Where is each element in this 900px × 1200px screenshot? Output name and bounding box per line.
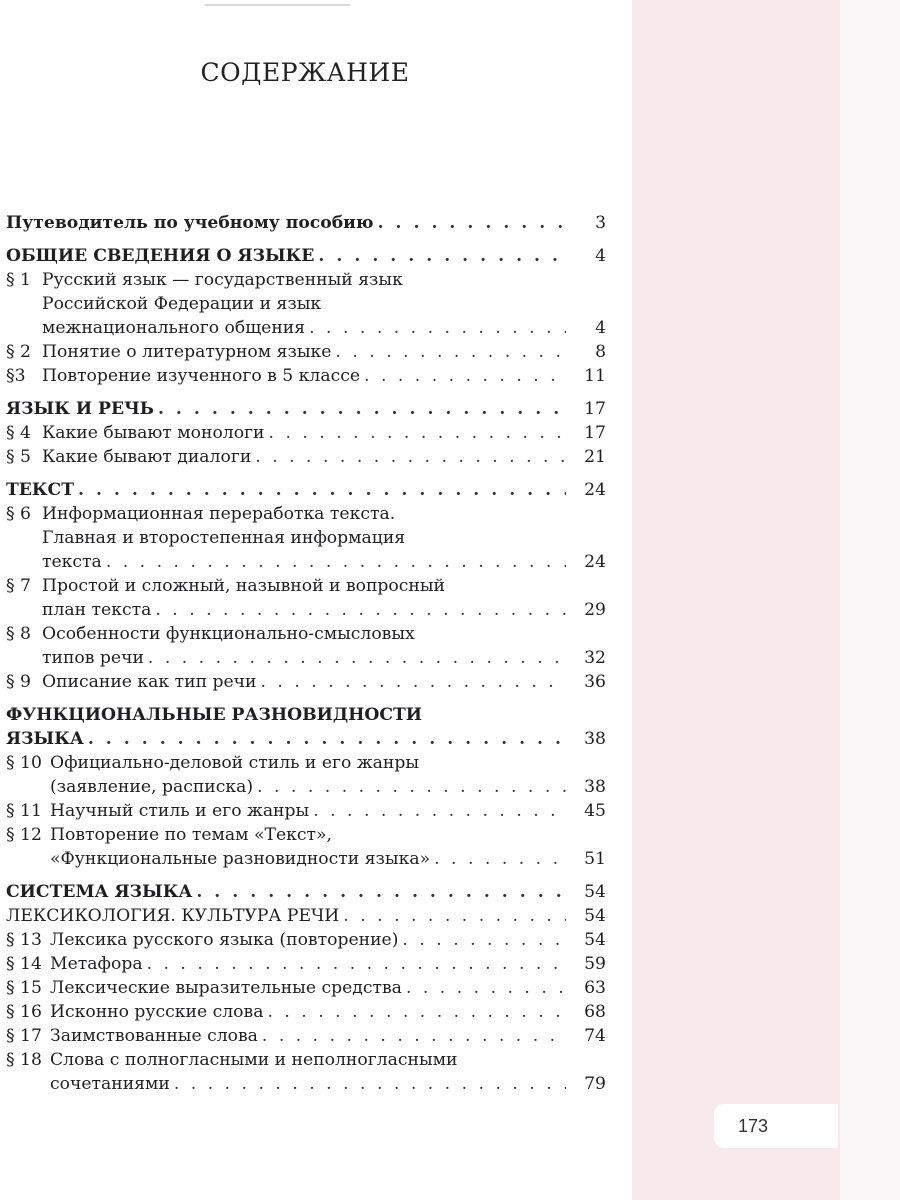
toc-entry-line xyxy=(50,928,572,952)
toc-entry-line xyxy=(6,397,572,421)
toc-entry xyxy=(6,880,606,904)
toc-section-number: § 10 xyxy=(6,753,42,773)
toc-entry xyxy=(6,904,606,928)
toc-page-number: 4 xyxy=(595,246,606,266)
toc-section-number: § 11 xyxy=(6,801,42,821)
toc-entry-text: ТЕКСТ xyxy=(6,480,74,500)
toc-section-number: § 8 xyxy=(6,624,31,644)
dot-leader xyxy=(406,976,566,1000)
toc-page-number: 74 xyxy=(584,1026,606,1046)
toc-entry-text: Какие бывают диалоги xyxy=(42,447,252,467)
toc-entry-text: Информационная переработка текста. xyxy=(42,504,396,524)
dot-leader xyxy=(309,316,566,340)
toc-entry xyxy=(6,703,606,751)
toc-page-number: 24 xyxy=(584,552,606,572)
toc-entry-line xyxy=(6,478,572,502)
toc-entry-text: Путеводитель по учебному пособию xyxy=(6,213,374,233)
dot-leader xyxy=(106,550,566,574)
toc-entry-text: Заимствованные слова xyxy=(50,1026,258,1046)
toc-section-number: § 16 xyxy=(6,1002,42,1022)
dot-leader xyxy=(78,478,566,502)
toc-entry-line xyxy=(50,952,572,976)
toc-entry xyxy=(6,622,606,670)
toc-section-number: § 5 xyxy=(6,447,31,467)
toc-section-number: §3 xyxy=(6,366,26,386)
toc-entry-text: СИСТЕМА ЯЗЫКА xyxy=(6,882,193,902)
toc-entry-text: типов речи xyxy=(42,648,144,668)
toc-page-number: 29 xyxy=(584,600,606,620)
page-margin-band xyxy=(632,0,840,1200)
page-title: СОДЕРЖАНИЕ xyxy=(200,58,410,87)
toc-entry-line xyxy=(42,421,572,445)
toc-entry-text: текста xyxy=(42,552,102,572)
toc-entry xyxy=(6,751,606,799)
toc-entry-text: Исконно русские слова xyxy=(50,1002,264,1022)
toc-entry-text: Понятие о литературном языке xyxy=(42,342,332,362)
toc-entry-text: Лексика русского языка (повторение) xyxy=(50,930,399,950)
toc-page-number: 79 xyxy=(584,1074,606,1094)
dot-leader xyxy=(313,799,566,823)
toc-section-number: § 7 xyxy=(6,576,31,596)
toc-page-number: 59 xyxy=(584,954,606,974)
toc-page-number: 11 xyxy=(584,366,606,386)
toc-entry-line xyxy=(42,445,572,469)
toc-entry xyxy=(6,574,606,622)
dot-leader xyxy=(88,727,566,751)
toc-page-number: 54 xyxy=(584,882,606,902)
toc-entry-line xyxy=(50,1072,572,1096)
toc-entry-text: ФУНКЦИОНАЛЬНЫЕ РАЗНОВИДНОСТИ xyxy=(6,705,423,725)
page-number: 173 xyxy=(738,1116,769,1136)
dot-leader xyxy=(343,904,566,928)
toc-page-number: 8 xyxy=(595,342,606,362)
toc-section-number: § 12 xyxy=(6,825,42,845)
dot-leader xyxy=(174,1072,566,1096)
toc-entry-text: Метафора xyxy=(50,954,143,974)
toc-entry-text: Российской Федерации и язык xyxy=(42,294,322,314)
toc-page-number: 21 xyxy=(584,447,606,467)
toc-page-number: 54 xyxy=(584,930,606,950)
toc-entry-line xyxy=(42,340,572,364)
toc-section-number: § 13 xyxy=(6,930,42,950)
toc-entry-line xyxy=(6,727,572,751)
toc-section-number: § 6 xyxy=(6,504,31,524)
top-rule xyxy=(205,4,350,6)
toc-entry xyxy=(6,211,606,235)
toc-page-number: 45 xyxy=(584,801,606,821)
toc-entry-text: план текста xyxy=(42,600,152,620)
toc-entry-line xyxy=(6,211,572,235)
toc-section-number: § 4 xyxy=(6,423,31,443)
toc-entry-text: Повторение по темам «Текст», xyxy=(50,825,332,845)
toc-section-number: § 9 xyxy=(6,672,31,692)
toc-entry xyxy=(6,976,606,1000)
dot-leader xyxy=(262,1024,566,1048)
toc-page-number: 3 xyxy=(595,213,606,233)
toc-entry-text: (заявление, расписка) xyxy=(50,777,254,797)
toc-entry-line xyxy=(42,670,572,694)
toc-entry-text: ЯЗЫК И РЕЧЬ xyxy=(6,399,154,419)
toc-entry-line xyxy=(42,598,572,622)
toc-entry-text: Особенности функционально-смысловых xyxy=(42,624,415,644)
toc-page-number: 17 xyxy=(584,399,606,419)
dot-leader xyxy=(364,364,566,388)
dot-leader xyxy=(269,421,566,445)
toc-page-number: 32 xyxy=(584,648,606,668)
toc-page-number: 51 xyxy=(584,849,606,869)
toc-entry xyxy=(6,928,606,952)
toc-entry xyxy=(6,952,606,976)
toc-entry xyxy=(6,244,606,268)
toc-page-number: 38 xyxy=(584,729,606,749)
toc-entry-line xyxy=(50,775,572,799)
dot-leader xyxy=(148,646,566,670)
toc-page-number: 4 xyxy=(595,318,606,338)
toc-page-number: 17 xyxy=(584,423,606,443)
toc-entry-line xyxy=(42,316,572,340)
toc-entry xyxy=(6,421,606,445)
toc-entry xyxy=(6,478,606,502)
toc-entry xyxy=(6,502,606,574)
dot-leader xyxy=(147,952,566,976)
toc-entry xyxy=(6,445,606,469)
toc-entry-text: Слова с полногласными и неполногласными xyxy=(50,1050,458,1070)
toc-entry xyxy=(6,1048,606,1096)
toc-entry-text: ЯЗЫКА xyxy=(6,729,84,749)
toc-entry-text: Главная и второстепенная информация xyxy=(42,528,406,548)
toc-section-number: § 2 xyxy=(6,342,31,362)
dot-leader xyxy=(257,775,566,799)
page-right-edge xyxy=(840,0,900,1200)
toc-entry-line xyxy=(42,364,572,388)
toc-entry-text: ЛЕКСИКОЛОГИЯ. КУЛЬТУРА РЕЧИ xyxy=(6,906,340,926)
toc-section-number: § 14 xyxy=(6,954,42,974)
toc-entry-line xyxy=(50,976,572,1000)
toc-entry-text: Повторение изученного в 5 классе xyxy=(42,366,361,386)
dot-leader xyxy=(335,340,566,364)
toc-entry xyxy=(6,1024,606,1048)
toc-entry-line xyxy=(50,1024,572,1048)
table-of-contents xyxy=(6,211,606,1096)
toc-page-number: 24 xyxy=(584,480,606,500)
toc-page-number: 36 xyxy=(584,672,606,692)
toc-entry-text: Лексические выразительные средства xyxy=(50,978,402,998)
toc-entry-text: ОБЩИЕ СВЕДЕНИЯ О ЯЗЫКЕ xyxy=(6,246,315,266)
toc-entry xyxy=(6,1000,606,1024)
dot-leader xyxy=(196,880,566,904)
toc-page-number: 63 xyxy=(584,978,606,998)
toc-entry xyxy=(6,364,606,388)
toc-entry-text: «Функциональные разновидности языка» xyxy=(50,849,431,869)
toc-page-number: 54 xyxy=(584,906,606,926)
dot-leader xyxy=(318,244,566,268)
toc-entry-line xyxy=(42,646,572,670)
dot-leader xyxy=(267,1000,566,1024)
dot-leader xyxy=(158,397,566,421)
dot-leader xyxy=(261,670,567,694)
toc-entry-text: Научный стиль и его жанры xyxy=(50,801,310,821)
toc-entry-line xyxy=(50,1000,572,1024)
dot-leader xyxy=(402,928,566,952)
toc-entry xyxy=(6,268,606,340)
dot-leader xyxy=(434,847,566,871)
toc-entry-text: Простой и сложный, назывной и вопросный xyxy=(42,576,445,596)
toc-entry xyxy=(6,670,606,694)
toc-entry xyxy=(6,340,606,364)
dot-leader xyxy=(155,598,566,622)
toc-entry-line xyxy=(6,880,572,904)
toc-section-number: § 17 xyxy=(6,1026,42,1046)
toc-entry-line xyxy=(42,550,572,574)
toc-section-number: § 1 xyxy=(6,270,31,290)
toc-section-number: § 18 xyxy=(6,1050,42,1070)
toc-entry xyxy=(6,823,606,871)
toc-entry-text: Русский язык — государственный язык xyxy=(42,270,403,290)
toc-entry xyxy=(6,397,606,421)
toc-entry-text: Описание как тип речи xyxy=(42,672,257,692)
toc-entry-text: Официально-деловой стиль и его жанры xyxy=(50,753,420,773)
dot-leader xyxy=(378,211,566,235)
toc-section-number: § 15 xyxy=(6,978,42,998)
toc-page-number: 68 xyxy=(584,1002,606,1022)
toc-entry-line xyxy=(50,799,572,823)
toc-entry-line xyxy=(50,847,572,871)
toc-entry-line xyxy=(6,244,572,268)
toc-entry-text: сочетаниями xyxy=(50,1074,170,1094)
toc-page-number: 38 xyxy=(584,777,606,797)
toc-entry-text: Какие бывают монологи xyxy=(42,423,265,443)
toc-entry-text: межнационального общения xyxy=(42,318,306,338)
toc-entry xyxy=(6,799,606,823)
toc-entry-line xyxy=(6,904,572,928)
dot-leader xyxy=(255,445,566,469)
